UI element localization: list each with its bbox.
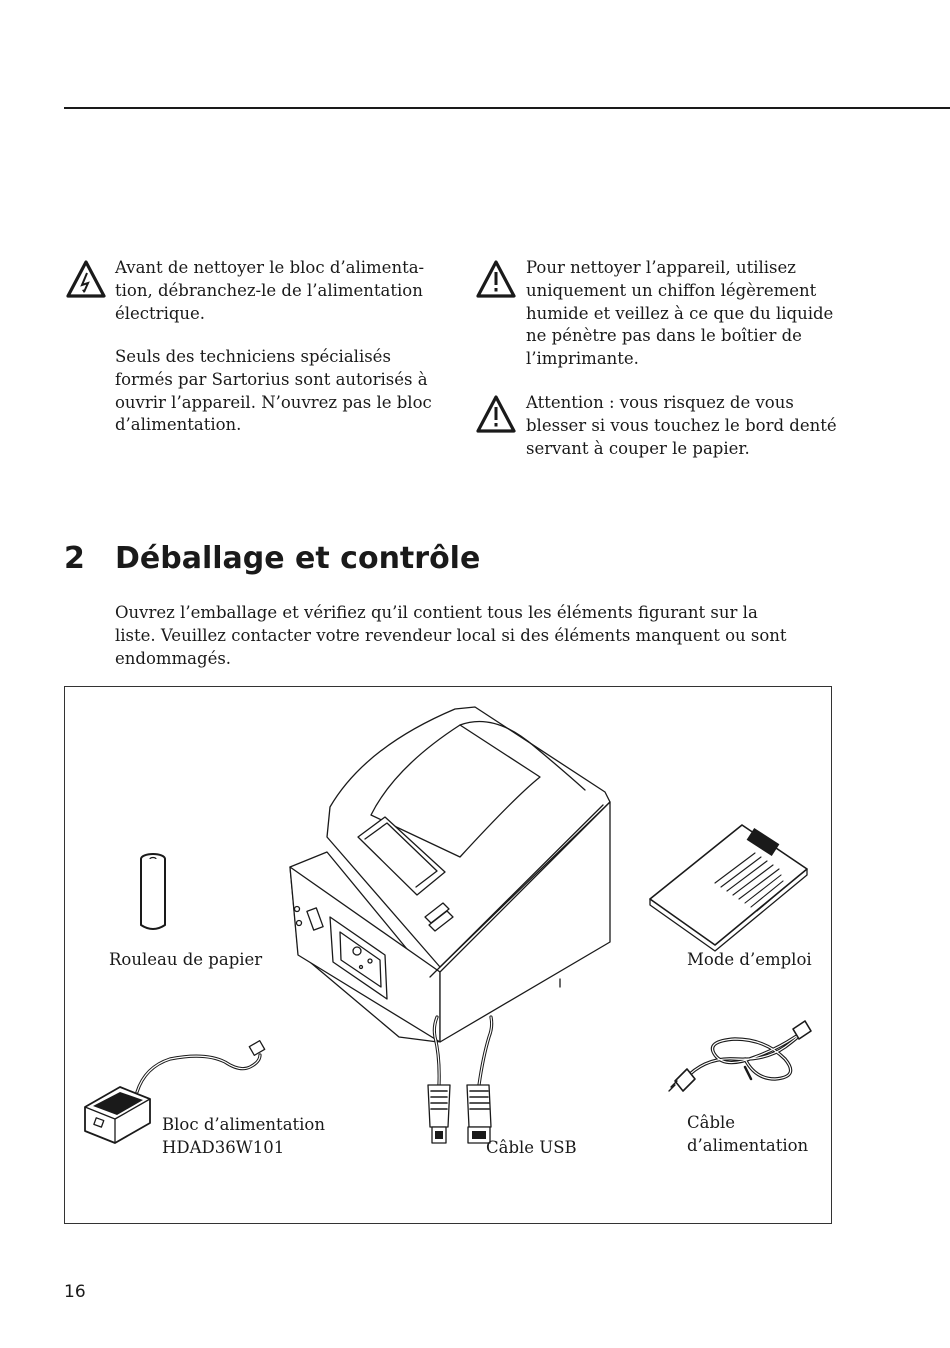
warning-text: Attention : vous risquez de vous blesser si vous touchez le bord denté servant à couper le papier. <box>526 393 837 458</box>
label-power-supply: Bloc d’alimentation HDAD36W101 <box>162 1115 325 1157</box>
label-manual: Mode d’emploi <box>687 950 812 969</box>
manual-drawing <box>650 825 807 951</box>
contents-figure <box>64 686 832 1224</box>
warning-text: Pour nettoyer l’appareil, utilisez uniquement un chiffon légèrement humide et veillez à ce que du liquide ne pénètre pas dans le boîtier de l’imprimante. <box>526 258 834 369</box>
section-number: 2 <box>64 541 85 576</box>
label-power-cable: Câble d’alimentation <box>687 1113 809 1155</box>
warning-text: Avant de nettoyer le bloc d’alimenta- tion, débranchez-le de l’alimentation électrique. <box>115 258 425 323</box>
electric-warning-icon <box>66 259 106 299</box>
section-title: Déballage et contrôle <box>115 541 481 576</box>
warning-text: Seuls des techniciens spécialisés formés par Sartorius sont autorisés à ouvrir l’appareil. N’ouvrez pas le bloc d’alimentation. <box>115 347 432 435</box>
label-usb-cable: Câble USB <box>486 1138 577 1157</box>
top-rule <box>64 107 950 109</box>
paper-roll-drawing <box>141 854 165 929</box>
section-intro: Ouvrez l’emballage et vérifiez qu’il contient tous les éléments figurant sur la liste. Veuillez contacter votre revendeur local si des éléments manquent ou sont endommagés. <box>115 603 787 668</box>
printer-drawing <box>290 707 610 1042</box>
caution-icon <box>476 259 516 299</box>
label-paper-roll: Rouleau de papier <box>109 950 263 969</box>
caution-icon <box>476 394 516 434</box>
page-number: 16 <box>64 1282 86 1302</box>
power-cable-drawing <box>669 1021 811 1091</box>
